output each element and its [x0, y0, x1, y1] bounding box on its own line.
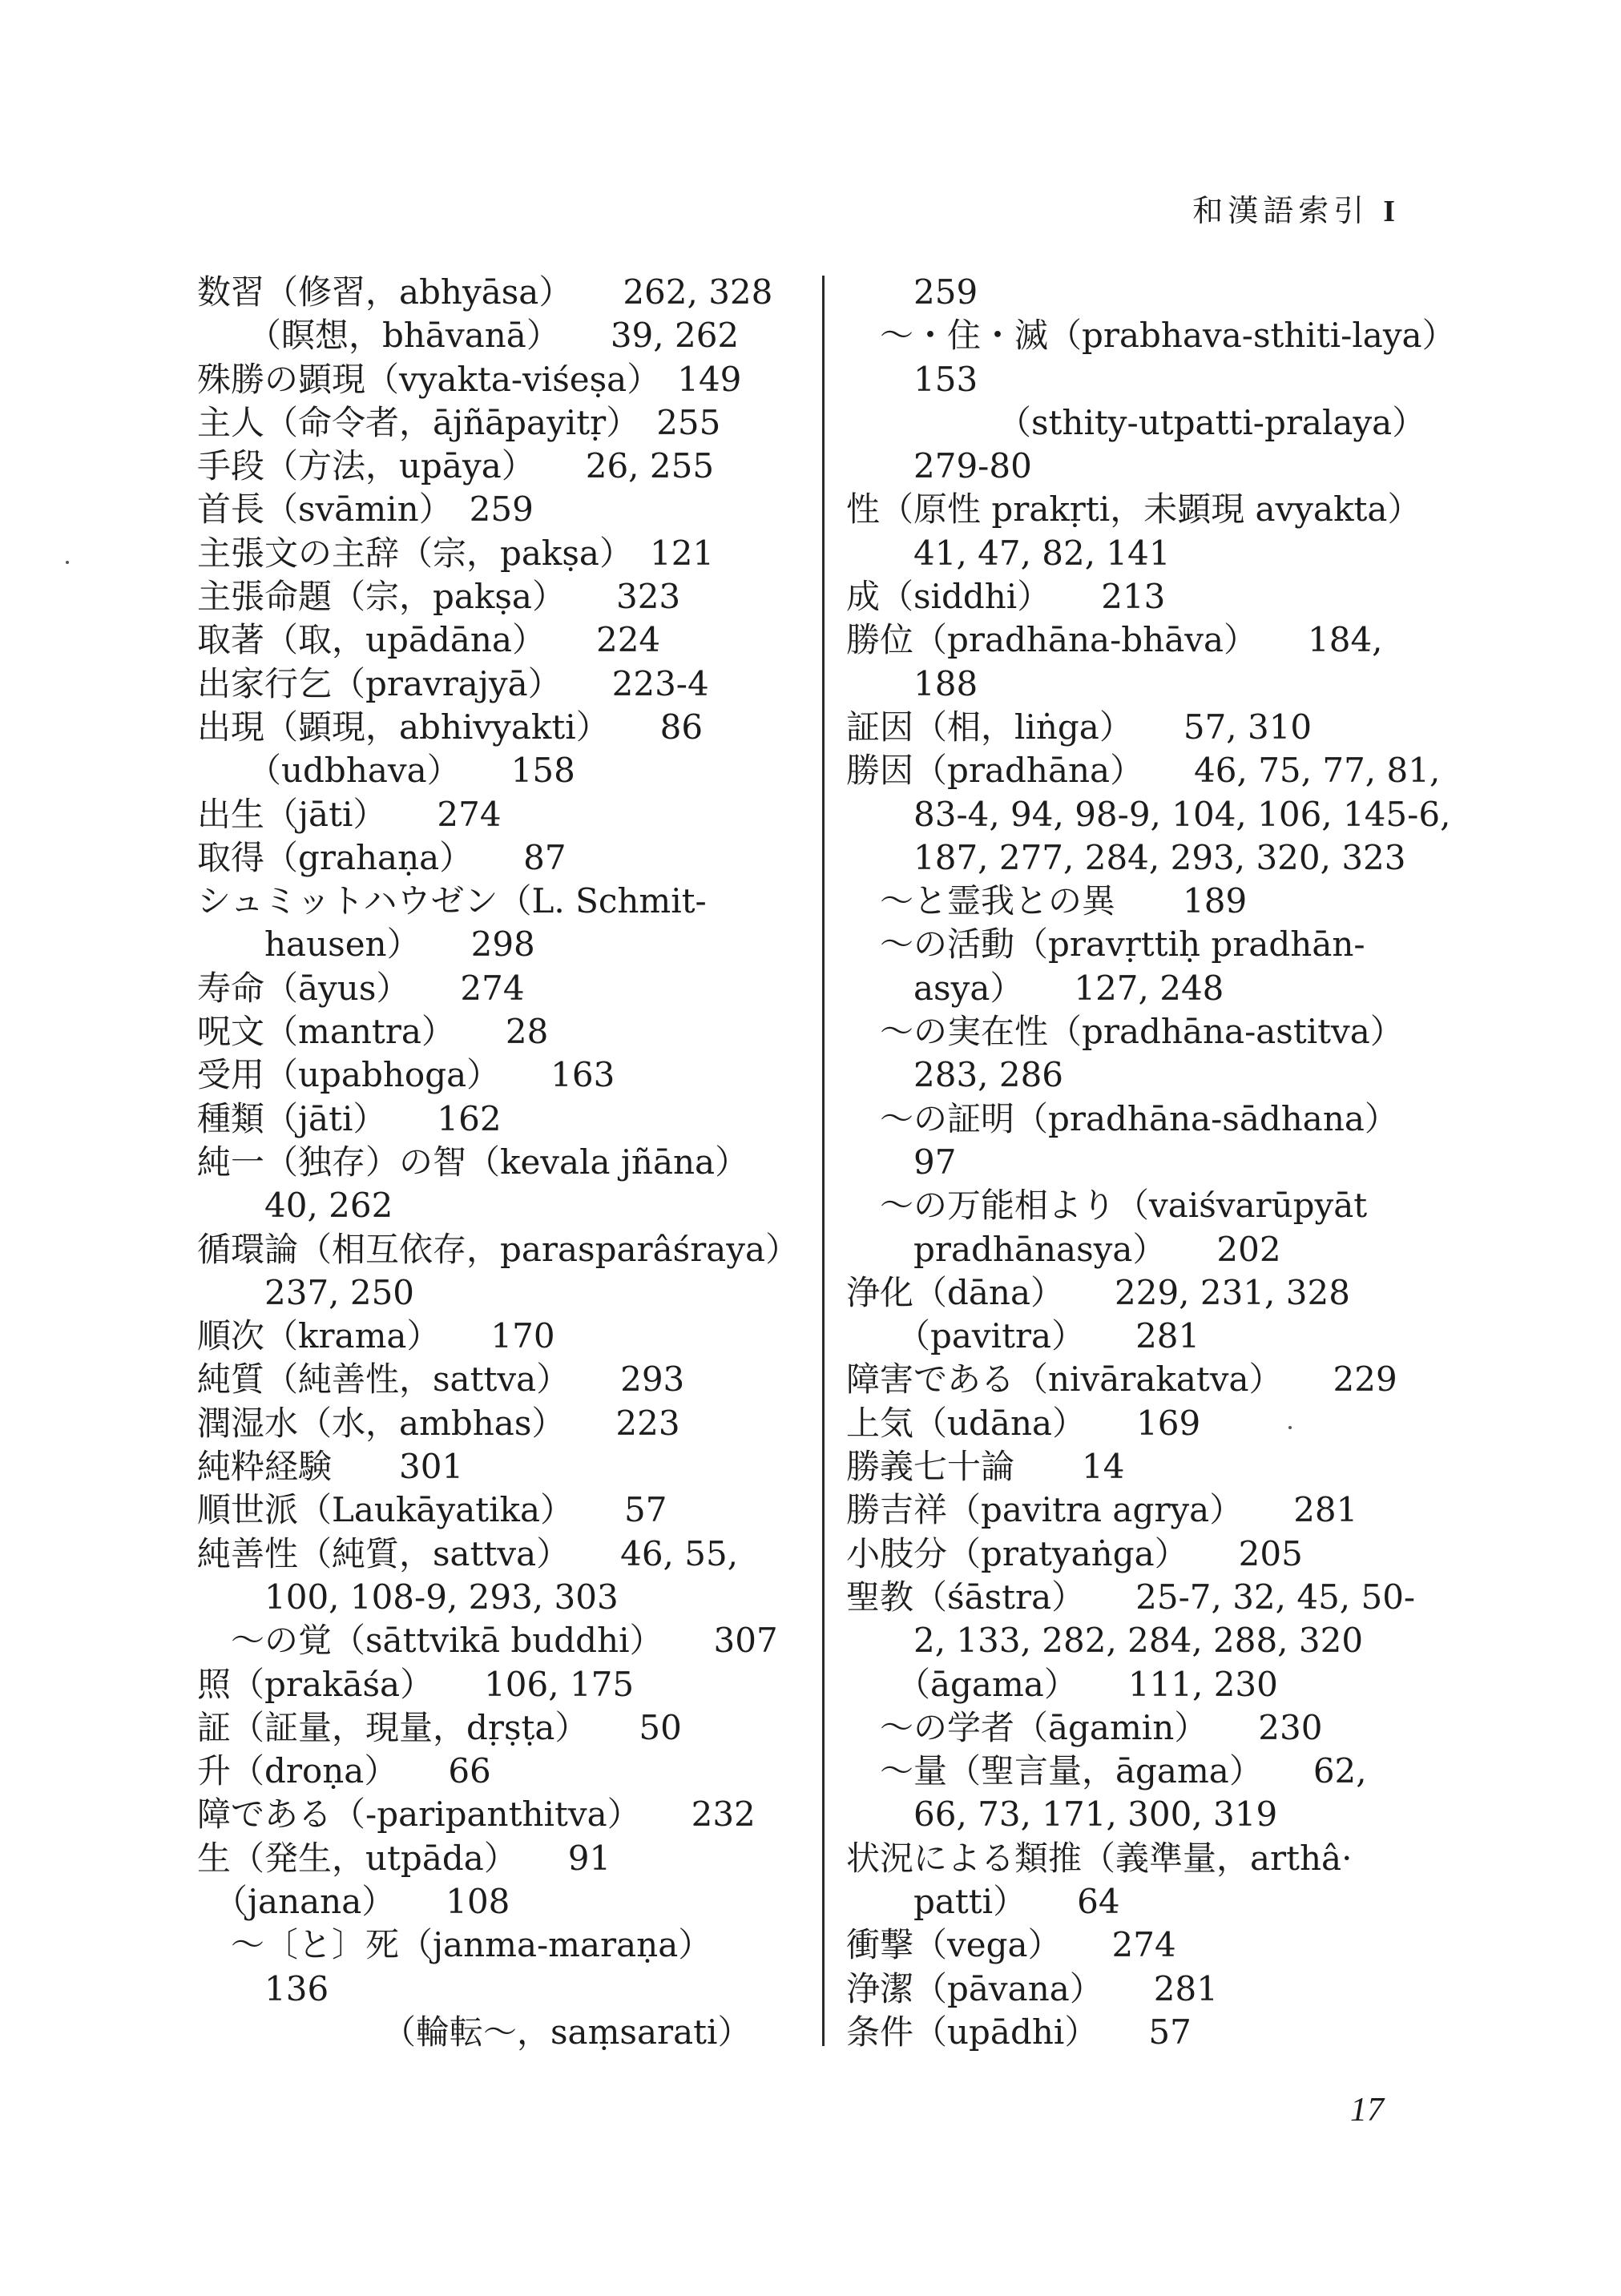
index-entry: （udbhava） 158 [197, 751, 575, 791]
index-entry: 勝義七十論 14 [846, 1447, 1125, 1487]
index-entry: ～の万能相より（vaiśvarūpyāt [846, 1186, 1368, 1226]
index-entry: 順世派（Laukāyatika） 57 [197, 1490, 667, 1530]
index-entry: 生（発生，utpāda） 91 [197, 1838, 611, 1878]
index-entry: 153 [846, 359, 978, 399]
index-entry: （sthity-utpatti-pralaya） [846, 402, 1426, 442]
index-entry: 小肢分（pratyaṅga） 205 [846, 1533, 1303, 1573]
index-entry: 証因（相，liṅga） 57, 310 [846, 707, 1313, 747]
index-entry: ～の学者（āgamin） 230 [846, 1707, 1323, 1747]
scan-speck [1288, 1426, 1292, 1429]
index-entry: 升（droṇa） 66 [197, 1751, 491, 1791]
index-entry: 主人（命令者，ājñāpayitṛ） 255 [197, 402, 721, 442]
index-entry: （janana） 108 [197, 1881, 510, 1921]
index-entry: 受用（upabhoga） 163 [197, 1055, 615, 1095]
index-entry: pradhānasya） 202 [846, 1229, 1281, 1269]
index-entry: 40, 262 [197, 1186, 393, 1226]
index-entry: ～量（聖言量，āgama） 62, [846, 1751, 1367, 1791]
index-entry: 数習（修習，abhyāsa） 262, 328 [197, 272, 773, 312]
index-entry: 障害である（nivārakatva） 229 [846, 1359, 1397, 1400]
index-entry: 136 [197, 1968, 329, 2008]
index-entry: 潤湿水（水，ambhas） 223 [197, 1403, 680, 1443]
index-entry: 純一（独存）の智（kevala jñāna） [197, 1142, 749, 1182]
index-entry: 殊勝の顕現（vyakta-viśeṣa） 149 [197, 359, 742, 399]
index-entry: 純善性（純質，sattva） 46, 55, [197, 1533, 739, 1573]
index-entry: 勝吉祥（pavitra agrya） 281 [846, 1490, 1358, 1530]
index-entry: 上気（udāna） 169 [846, 1403, 1201, 1443]
right-column [846, 271, 1456, 2054]
index-entry: 障である（-paripanthitva） 232 [197, 1795, 756, 1835]
scan-speck [66, 561, 69, 564]
index-entry: 順次（krama） 170 [197, 1316, 555, 1356]
index-entry: 取得（grahaṇa） 87 [197, 837, 567, 877]
index-entry: asya） 127, 248 [846, 968, 1224, 1008]
index-entry: 証（証量，現量，dṛṣṭa） 50 [197, 1707, 682, 1747]
index-entry: 浄化（dāna） 229, 231, 328 [846, 1272, 1350, 1312]
index-entry: （āgama） 111, 230 [846, 1664, 1278, 1704]
index-entry: 259 [846, 272, 978, 312]
index-entry: 279-80 [846, 446, 1032, 486]
left-column [197, 271, 800, 2054]
header-title: 和漢語索引 [1192, 193, 1369, 228]
index-entry: 手段（方法，upāya） 26, 255 [197, 446, 715, 486]
index-entry: 純質（純善性，sattva） 293 [197, 1359, 685, 1400]
index-entry: 状況による類推（義準量，arthâ· [846, 1838, 1353, 1878]
index-entry: ～の覚（sāttvikā buddhi） 307 [197, 1621, 778, 1661]
index-entry: （輪転～，saṃsarati） [197, 2012, 752, 2052]
page-number: 17 [1350, 2092, 1384, 2129]
index-entry: ～の証明（pradhāna-sādhana） [846, 1098, 1398, 1138]
index-entry: 66, 73, 171, 300, 319 [846, 1795, 1278, 1835]
running-header [1192, 186, 1395, 230]
index-entry: 種類（jāti） 162 [197, 1098, 502, 1138]
index-entry: ～の活動（pravṛttiḥ pradhān- [846, 924, 1365, 965]
index-entry: ～と霊我との異 189 [846, 881, 1248, 921]
index-entry: 取著（取，upādāna） 224 [197, 620, 661, 660]
index-entry: 首長（svāmin） 259 [197, 489, 534, 530]
index-entry: 188 [846, 663, 978, 703]
index-entry: 成（siddhi） 213 [846, 577, 1166, 617]
index-entry: （瞑想，bhāvanā） 39, 262 [197, 316, 740, 356]
index-entry: 勝位（pradhāna-bhāva） 184, [846, 620, 1383, 660]
index-entry: 条件（upādhi） 57 [846, 2012, 1192, 2052]
index-entry: hausen） 298 [197, 924, 535, 965]
column-divider [822, 276, 825, 2046]
index-entry: ～〔と〕死（janma-maraṇa） [197, 1925, 712, 1965]
index-entry: 283, 286 [846, 1055, 1064, 1095]
index-entry: 41, 47, 82, 141 [846, 533, 1171, 573]
index-entry: 循環論（相互依存，parasparâśraya） [197, 1229, 800, 1269]
index-entry: シュミットハウゼン（L. Schmit- [197, 881, 707, 921]
index-entry: 勝因（pradhāna） 46, 75, 77, 81, [846, 751, 1441, 791]
index-entry: ～の実在性（pradhāna-astitva） [846, 1012, 1404, 1052]
index-entry: 237, 250 [197, 1272, 415, 1312]
index-entry: 187, 277, 284, 293, 320, 323 [846, 837, 1406, 877]
index-entry: 出生（jāti） 274 [197, 794, 502, 834]
index-entry: 衝撃（vega） 274 [846, 1925, 1176, 1965]
index-entry: 主張文の主辞（宗，pakṣa） 121 [197, 533, 715, 573]
index-entry: 聖教（śāstra） 25-7, 32, 45, 50- [846, 1577, 1416, 1617]
index-entry: 2, 133, 282, 284, 288, 320 [846, 1621, 1364, 1661]
index-entry: ～・住・滅（prabhava-sthiti-laya） [846, 316, 1456, 356]
index-entry: 83-4, 94, 98-9, 104, 106, 145-6, [846, 794, 1451, 834]
index-entry: 浄潔（pāvana） 281 [846, 1968, 1218, 2008]
index-entry: 純粋経験 301 [197, 1447, 464, 1487]
index-entry: 出現（顕現，abhivyakti） 86 [197, 707, 704, 747]
index-entry: 100, 108-9, 293, 303 [197, 1577, 619, 1617]
index-entry: 寿命（āyus） 274 [197, 968, 525, 1008]
index-entry: 照（prakāśa） 106, 175 [197, 1664, 635, 1704]
index-entry: patti） 64 [846, 1881, 1120, 1921]
index-entry: 性（原性 prakṛti，未顕現 avyakta） [846, 489, 1421, 530]
header-section: I [1383, 195, 1395, 228]
index-entry: 97 [846, 1142, 957, 1182]
index-entry: 呪文（mantra） 28 [197, 1012, 549, 1052]
index-entry: 出家行乞（pravrajyā） 223-4 [197, 663, 709, 703]
index-entry: （pavitra） 281 [846, 1316, 1200, 1356]
index-entry: 主張命題（宗，pakṣa） 323 [197, 577, 681, 617]
